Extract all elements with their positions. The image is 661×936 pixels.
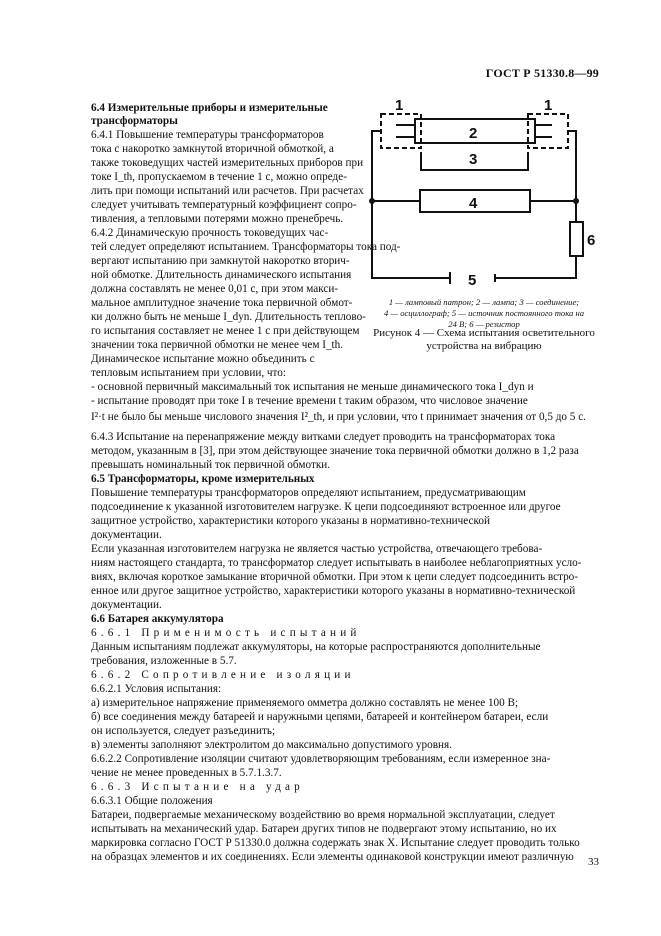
label-1-left: 1	[395, 97, 404, 114]
body-text-line: 6.6.2 Сопротивление изоляции	[91, 669, 355, 681]
left-text-line: Динамическое испытание можно объединить с	[91, 353, 315, 365]
body-text-line: 6.6.2.1 Условия испытания:	[91, 683, 222, 695]
body-text-line: а) измерительное напряжение применяемого омметра должно составлять не менее 100 В;	[91, 697, 519, 709]
body-text-line: защитное устройство, характеристики которого указаны в нормативно-технической	[91, 515, 490, 527]
label-2: 2	[469, 125, 478, 142]
label-6: 6	[587, 232, 596, 249]
left-text-line: токе I_th, пропускаемом в течение 1 с, можно опреде-	[91, 171, 347, 183]
body-text-line: - основной первичный максимальный ток испытания не меньше динамического тока I_dyn и	[91, 381, 534, 393]
label-5: 5	[468, 272, 477, 289]
body-text-line: документации.	[91, 529, 162, 541]
left-text-line: значении тока первичной обмотки не менее чем I_th.	[91, 339, 344, 351]
body-text-line: он используется, следует разъединить;	[91, 725, 276, 737]
left-text-line: 6.4 Измерительные приборы и измерительные	[91, 102, 328, 114]
body-text-line: испытывать на механический удар. Батареи других типов не подвергают этому испытанию, но их	[91, 823, 557, 835]
left-text-line: должна составлять не менее 0,01 с, при этом макси-	[91, 283, 339, 295]
body-text-line: чение не менее проведенных в 5.7.1.3.7.	[91, 767, 282, 779]
figure-legend: 1 — ламповый патрон; 2 — лампа; 3 — соединение; 4 — осциллограф; 5 — источник постоянного тока на 24 В; 6 — резистор	[383, 297, 585, 329]
body-text-line: 6.6.1 Применимость испытаний	[91, 627, 361, 639]
body-text-line: I²·t не было бы меньше числового значения I²_th, и при условии, что t принимает значения от 0,5 до 5 с.	[91, 411, 586, 423]
body-text-line: Повышение температуры трансформаторов определяют испытанием, предусматривающим	[91, 487, 526, 499]
left-text-line: 6.4.1 Повышение температуры трансформаторов	[91, 129, 324, 141]
body-text-line: в) элементы заполняют электролитом до максимально допустимого уровня.	[91, 739, 452, 751]
body-text-line: Батареи, подвергаемые механическому воздействию во время нормальной эксплуатации, следует	[91, 809, 555, 821]
body-text-line: тепловым испытанием при условии, что:	[91, 367, 286, 379]
body-text-line: подсоединение к указанной изготовителем нагрузке. К цепи подсоединяют встроенное или другое	[91, 501, 561, 513]
body-text-line: 6.4.3 Испытание на перенапряжение между витками следует проводить на трансформаторах тока	[91, 431, 556, 443]
left-text-line: ной обмотке. Длительность динамического испытания	[91, 269, 352, 281]
figure-caption: Рисунок 4 — Схема испытания осветительного устройства на вибрацию	[373, 327, 595, 352]
label-1-right: 1	[544, 97, 553, 114]
body-text-line: маркировка согласно ГОСТ Р 51330.0 должна содержать знак X. Испытание следует проводить только	[91, 837, 580, 849]
body-text-line: превышать номинальный ток первичной обмотки.	[91, 459, 331, 471]
body-text-line: на образцах элементов и их соединениях. Если элементы одинаковой конструкции имеют различную	[91, 851, 574, 863]
document-header: ГОСТ Р 51330.8—99	[485, 66, 599, 80]
body-text-line: ниям настоящего стандарта, то трансформатор следует испытывать в наиболее неблагоприятных усло-	[91, 557, 582, 569]
body-text-line: Если указанная изготовителем нагрузка не является частью устройства, отвечающего требова-	[91, 543, 543, 555]
left-text-line: го испытания составляет не менее 1 с при действующем	[91, 325, 360, 337]
body-text-line: 6.5 Трансформаторы, кроме измерительных	[91, 473, 315, 485]
circuit-diagram	[360, 92, 600, 302]
left-text-line: вергают испытанию при замкнутой накоротко вторич-	[91, 255, 350, 267]
left-text-line: тей следует определяют испытанием. Трансформаторы тока под-	[91, 241, 401, 253]
resistor	[570, 222, 583, 256]
body-text-line: 6.6.3 Испытание на удар	[91, 781, 304, 793]
left-text-line: мальное амплитудное значение тока первичной обмот-	[91, 297, 353, 309]
body-text-line: 6.6 Батарея аккумулятора	[91, 613, 224, 625]
left-text-line: лить при помощи испытаний или расчетов. При расчетах	[91, 185, 364, 197]
left-text-line: тока с накоротко замкнутой вторичной обмоткой, а	[91, 143, 334, 155]
left-text-line: ки должно быть не меньше I_dyn. Длительность теплово-	[91, 311, 366, 323]
body-text-line: Данным испытаниям подлежат аккумуляторы, на которые распространяются дополнительные	[91, 641, 541, 653]
left-text-line: тивления, а тепловыми потерями можно пренебречь.	[91, 213, 344, 225]
left-text-line: трансформаторы	[91, 115, 178, 127]
left-text-line: 6.4.2 Динамическую прочность токоведущих час-	[91, 227, 329, 239]
body-text-line: методом, указанным в [3], при этом действующее значение тока первичной обмотки должно в 1,2 раза	[91, 445, 579, 457]
body-text-line: 6.6.2.2 Сопротивление изоляции считают удовлетворяющим требованиям, если измеренное зна-	[91, 753, 551, 765]
left-text-line: также токоведущих частей измерительных приборов при	[91, 157, 364, 169]
label-4: 4	[469, 195, 478, 212]
body-text-line: 6.6.3.1 Общие положения	[91, 795, 213, 807]
left-text-line: следует учитывать температурный коэффициент сопро-	[91, 199, 357, 211]
body-text-line: документации.	[91, 599, 162, 611]
body-text-line: б) все соединения между батареей и наружными цепями, батареей и контейнером батареи, если	[91, 711, 549, 723]
body-text-line: енное или другое защитное устройство, характеристики которого указаны в нормативно-технической	[91, 585, 576, 597]
body-text-line: виях, включая короткое замыкание вторичной обмотки. При этом к цепи следует подсоединить встро-	[91, 571, 578, 583]
page-number: 33	[588, 856, 599, 868]
label-3: 3	[469, 151, 478, 168]
body-text-line: требования, изложенные в 5.7.	[91, 655, 237, 667]
body-text-line: - испытание проводят при токе I в течение времени t таким образом, что числовое значение	[91, 395, 528, 407]
